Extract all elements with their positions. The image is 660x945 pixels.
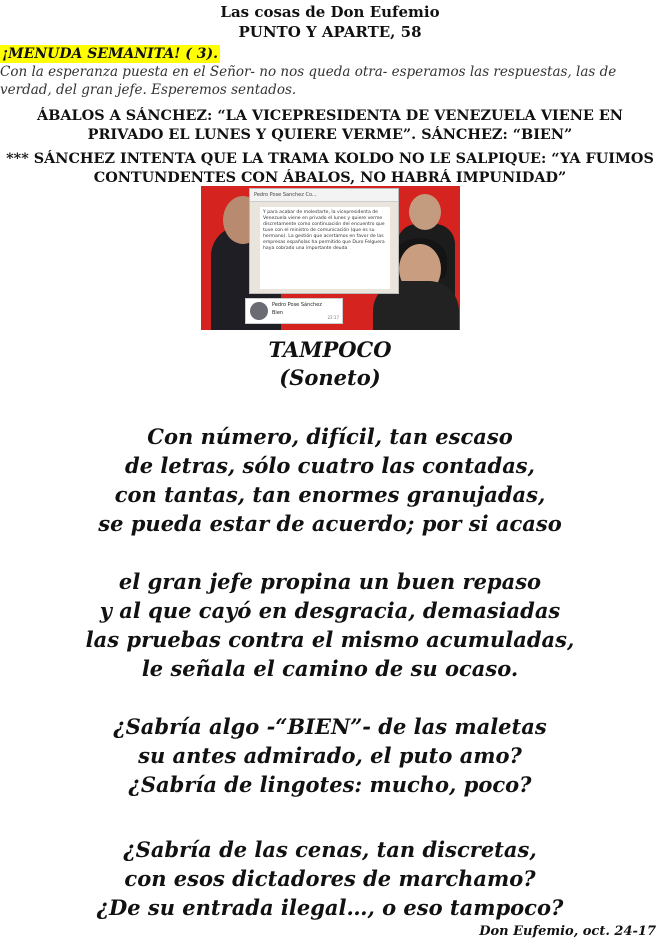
poem-subtitle: (Soneto) (279, 365, 381, 390)
avatar (250, 302, 268, 320)
poem-title: TAMPOCO (268, 337, 392, 362)
poem-line: ¿Sabría de lingotes: mucho, poco? (128, 772, 532, 797)
chat-reply (245, 298, 343, 324)
person-right-head (409, 194, 441, 230)
chat-screenshot (249, 188, 399, 294)
headline-sanchez: *** SÁNCHEZ INTENTA QUE LA TRAMA KOLDO NO LE SALPIQUE: “YA FUIMOS CONTUNDENTES CON ÁBALOS, NO HABRÁ IMPUNIDAD” (6, 150, 654, 186)
poem-line: su antes admirado, el puto amo? (138, 743, 522, 768)
reply-name: Pedro Pose Sánchez (272, 302, 322, 308)
chat-header: Pedro Pose Sanchez Co... (250, 189, 398, 202)
poem-line: ¿Sabría algo -“BIEN”- de las maletas (113, 714, 547, 739)
poem-line: el gran jefe propina un buen repaso (118, 569, 542, 594)
poem-line: con esos dictadores de marchamo? (124, 866, 536, 891)
poem-line: le señala el camino de su ocaso. (141, 656, 519, 681)
article-header-subtitle: PUNTO Y APARTE, 58 (238, 23, 422, 41)
intro-paragraph: Con la esperanza puesta en el Señor- no nos queda otra- esperamos las respuestas, las de verdad, del gran jefe. Esperemos sentados. (0, 64, 617, 98)
news-photo-collage (201, 186, 460, 330)
poem-line: ¿Sabría de las cenas, tan discretas, (123, 837, 537, 862)
article-header-title: Las cosas de Don Eufemio (220, 3, 440, 21)
reply-text: Bien (272, 310, 284, 316)
poem-line: se pueda estar de acuerdo; por si acaso (98, 511, 562, 536)
highlighted-heading: ¡MENUDA SEMANITA! ( 3). (2, 46, 218, 62)
poem-line: las pruebas contra el mismo acumuladas, (85, 627, 575, 652)
poem-line: con tantas, tan enormes granujadas, (114, 482, 546, 507)
chat-message: Y para acabar de molestarte, la vicepresidenta de Venezuela viene en privado el lunes y quiere verme discretamente como continuación del encuentro que tuve con el ministro de comunicación (que es su hermano). La gestión que acertamos en favor de las empresas españolas ha permitido que Duro Felguera haya cobrado una importante deuda (260, 207, 390, 289)
reply-time: 22:17 (327, 315, 339, 320)
headline-abalos: ÁBALOS A SÁNCHEZ: “LA VICEPRESIDENTA DE VENEZUELA VIENE EN PRIVADO EL LUNES Y QUIERE VERME”. SÁNCHEZ: “BIEN” (37, 107, 623, 143)
poem-line: ¿De su entrada ilegal…, o eso tampoco? (96, 895, 564, 920)
author-signature: Don Eufemio, oct. 24-17 (479, 924, 656, 939)
poem-line: y al que cayó en desgracia, demasiadas (99, 598, 561, 623)
poem-line: Con número, difícil, tan escaso (147, 424, 513, 449)
poem-line: de letras, sólo cuatro las contadas, (125, 453, 535, 478)
